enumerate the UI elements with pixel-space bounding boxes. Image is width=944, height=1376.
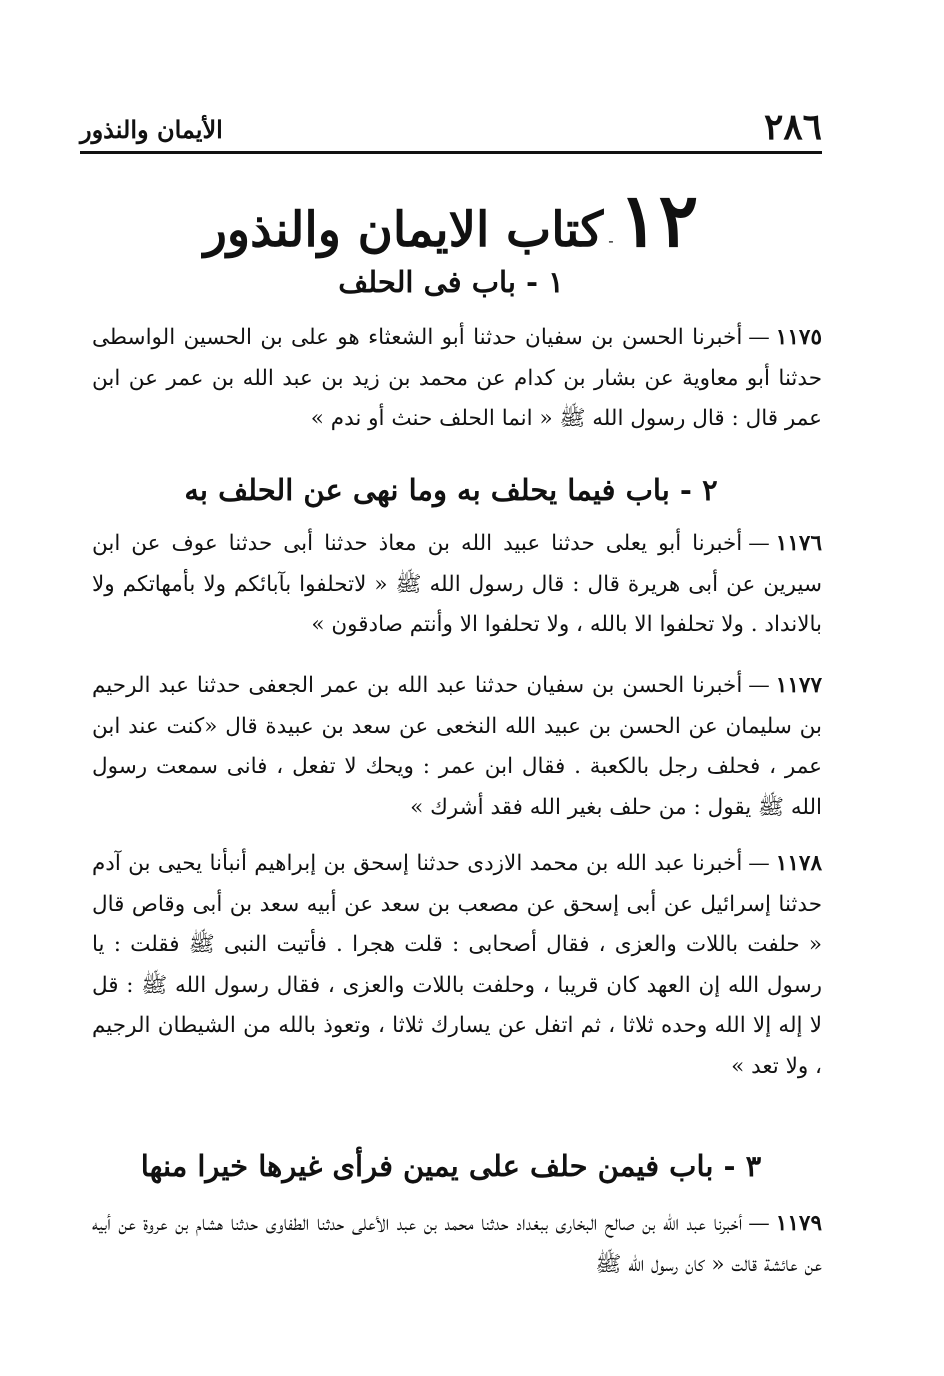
chapter-title: باب فيما يحلف به وما نهى عن الحلف به [184, 473, 670, 507]
hadith-text: أخبرنا عبد الله بن محمد الازدى حدثنا إسحق بن إبراهيم أنبأنا يحيى بن آدم حدثنا إسرائيل عن أبى إسحق عن مصعب بن سعد عن أبيه سعد بن أبى وقاص قال « حلفت باللات والعزى ، فقال أصحابى : قلت هجرا . فأتيت النبى ﷺ فقلت : يا رسول الله إن العهد كان قريبا ، وحلفت باللات والعزى ، فقال رسول الله ﷺ : قل لا إله إلا الله وحده ثلاثا ، ثم اتفل عن يسارك ثلاثا ، وتعوذ بالله من الشيطان الرجيم ، ولا تعد » [92, 851, 822, 1079]
book-number: ١٢ [618, 178, 699, 264]
hadith-1177: ١١٧٧—أخبرنا الحسن بن سفيان حدثنا عبد الله بن عمر الجعفى حدثنا عبد الرحيم بن سليمان عن الحسن بن عبيد الله النخعى عن سعد بن عبيدة قال «كنت عند ابن عمر ، فحلف رجل بالكعبة . فقال ابن عمر : ويحك لا تفعل ، فانى سمعت رسول الله ﷺ يقول : من حلف بغير الله فقد أشرك » [92, 673, 822, 820]
hadith-number: ١١٧٥ [775, 325, 822, 350]
hadith-text: أخبرنا أبو يعلى حدثنا عبيد الله بن معاذ حدثنا أبى حدثنا عوف عن ابن سيرين عن أبى هريرة قال : قال رسول الله ﷺ « لاتحلفوا بآبائكم ولا بأمهاتكم ولا بالانداد . ولا تحلفوا الا بالله ، ولا تحلفوا الا وأنتم صادقون » [92, 531, 822, 637]
hadith-number: ١١٧٦ [775, 531, 822, 556]
hadith-1179: ١١٧٩—أخبرنا عبد الله بن صالح البخارى ببغداد حدثنا محمد بن عبد الأعلى حدثنا الطفاوى حدثنا هشام بن عروة عن أبيه عن عائشة قالت « كان رسول الله ﷺ [92, 1211, 822, 1277]
hadith-text: أخبرنا عبد الله بن صالح البخارى ببغداد حدثنا محمد بن عبد الأعلى حدثنا الطفاوى حدثنا هشام بن عروة عن أبيه عن عائشة قالت « كان رسول الله ﷺ [92, 1211, 822, 1277]
chapter-title: باب فى الحلف [338, 265, 516, 299]
header-divider [80, 151, 822, 154]
book-name: كتاب الايمان والنذور [203, 202, 604, 258]
page-header [80, 102, 822, 152]
chapter-heading-1: ١ - باب فى الحلف [338, 265, 564, 299]
page-number: ٢٨٦ [763, 106, 822, 148]
hadith-number: ١١٧٩ [775, 1211, 822, 1236]
hadith-1176: ١١٧٦—أخبرنا أبو يعلى حدثنا عبيد الله بن معاذ حدثنا أبى حدثنا عوف عن ابن سيرين عن أبى هريرة قال : قال رسول الله ﷺ « لاتحلفوا بآبائكم ولا بأمهاتكم ولا بالانداد . ولا تحلفوا الا بالله ، ولا تحلفوا الا وأنتم صادقون » [92, 531, 822, 637]
hadith-text: أخبرنا الحسن بن سفيان حدثنا أبو الشعثاء هو على بن الحسين الواسطى حدثنا أبو معاوية عن بشار بن كدام عن محمد بن زيد بن عبد الله بن عمر عن ابن عمر قال : قال رسول الله ﷺ « انما الحلف حنث أو ندم » [92, 325, 822, 431]
chapter-number: ٢ [702, 473, 718, 507]
hadith-1175: ١١٧٥—أخبرنا الحسن بن سفيان حدثنا أبو الشعثاء هو على بن الحسين الواسطى حدثنا أبو معاوية عن بشار بن كدام عن محمد بن زيد بن عبد الله بن عمر عن ابن عمر قال : قال رسول الله ﷺ « انما الحلف حنث أو ندم » [92, 325, 822, 431]
chapter-title: باب فيمن حلف على يمين فرأى غيرها خيرا منها [140, 1149, 714, 1183]
hadith-text: أخبرنا الحسن بن سفيان حدثنا عبد الله بن عمر الجعفى حدثنا عبد الرحيم بن سليمان عن الحسن بن عبيد الله النخعى عن سعد بن عبيدة قال «كنت عند ابن عمر ، فحلف رجل بالكعبة . فقال ابن عمر : ويحك لا تفعل ، فانى سمعت رسول الله ﷺ يقول : من حلف بغير الله فقد أشرك » [92, 673, 822, 820]
hadith-number: ١١٧٨ [775, 851, 822, 876]
chapter-heading-2: ٢ - باب فيما يحلف به وما نهى عن الحلف به [184, 473, 718, 507]
chapter-number: ٣ [745, 1149, 762, 1183]
book-title: ١٢ - كتاب الايمان والنذور [203, 178, 699, 264]
chapter-heading-3: ٣ - باب فيمن حلف على يمين فرأى غيرها خيرا منها [140, 1149, 762, 1183]
hadith-1178: ١١٧٨—أخبرنا عبد الله بن محمد الازدى حدثنا إسحق بن إبراهيم أنبأنا يحيى بن آدم حدثنا إسرائيل عن أبى إسحق عن مصعب بن سعد عن أبيه سعد بن أبى وقاص قال « حلفت باللات والعزى ، فقال أصحابى : قلت هجرا . فأتيت النبى ﷺ فقلت : يا رسول الله إن العهد كان قريبا ، وحلفت باللات والعزى ، فقال رسول الله ﷺ : قل لا إله إلا الله وحده ثلاثا ، ثم اتفل عن يسارك ثلاثا ، وتعوذ بالله من الشيطان الرجيم ، ولا تعد » [92, 851, 822, 1079]
running-title: الأيمان والنذور [80, 115, 223, 144]
hadith-number: ١١٧٧ [775, 673, 822, 698]
chapter-number: ١ [548, 265, 564, 299]
